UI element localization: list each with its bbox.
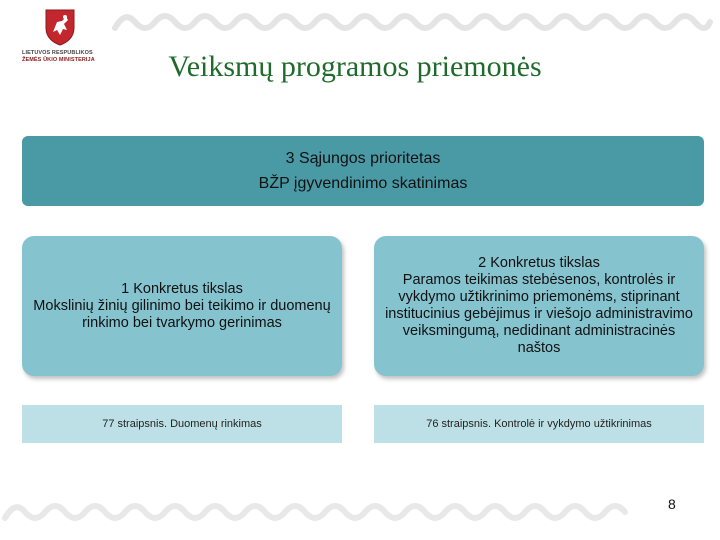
objective-heading: 1 Konkretus tikslas (121, 280, 243, 297)
priority-title: 3 Sąjungos prioritetas (285, 150, 441, 167)
specific-objective-1 (22, 236, 342, 376)
objective-heading: 2 Konkretus tikslas (478, 255, 600, 271)
article-77-box (22, 405, 342, 443)
specific-objective-2 (374, 236, 704, 376)
coat-of-arms-icon (44, 8, 76, 46)
page-number: 8 (668, 496, 676, 512)
header-ornament (110, 8, 715, 36)
org-name-line1: LIETUVOS RESPUBLIKOS (22, 50, 93, 56)
union-priority-box (22, 136, 704, 206)
ministry-logo (22, 8, 112, 76)
footer-ornament (0, 492, 640, 528)
priority-subtitle: BŽP įgyvendinimo skatinimas (258, 175, 468, 192)
article-76-box (374, 405, 704, 443)
objective-text: Paramos teikimas stebėsenos, kontrolės ir vykdymo užtikrinimo priemonėms, stiprinant institucinius gebėjimus ir viešojo administravimo veiksmingumą, nedidinant administracinės naštos (385, 272, 693, 356)
org-name-line2: ŽEMĖS ŪKIO MINISTERIJA (22, 57, 95, 63)
article-label: 77 straipsnis. Duomenų rinkimas (102, 418, 262, 430)
page-title: Veiksmų programos priemonės (168, 50, 542, 83)
objective-text: Mokslinių žinių gilinimo bei teikimo ir duomenų rinkimo bei tvarkymo gerinimas (33, 297, 331, 331)
article-label: 76 straipsnis. Kontrolė ir vykdymo užtikrinimas (426, 418, 652, 430)
